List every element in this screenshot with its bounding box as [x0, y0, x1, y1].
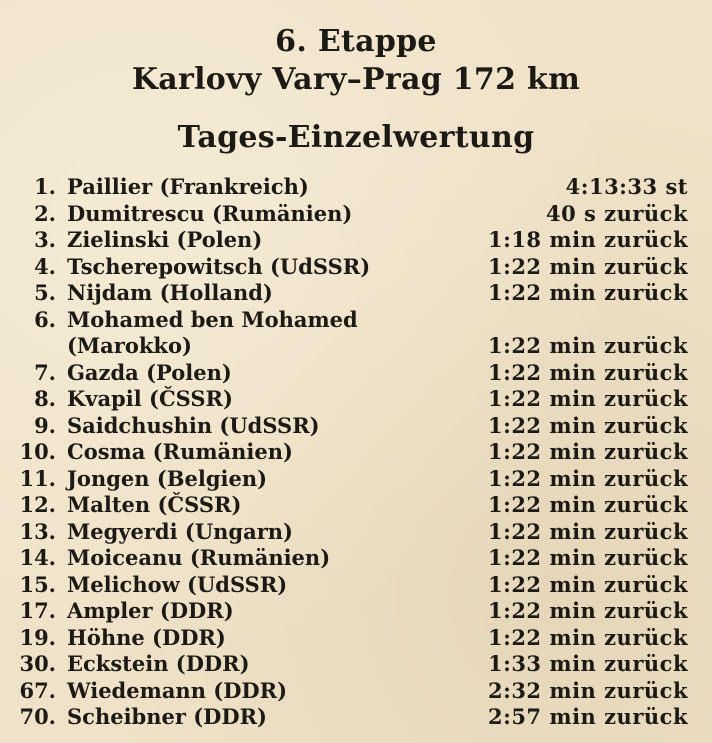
result-name: Malten (ČSSR) — [67, 492, 242, 517]
route-title: Karlovy Vary–Prag 172 km — [131, 62, 581, 97]
result-row — [0, 598, 712, 625]
result-row — [0, 307, 712, 334]
result-time: 1:22 min zurück — [487, 571, 688, 597]
result-row — [0, 545, 712, 572]
result-row — [0, 386, 712, 413]
result-name: Nijdam (Holland) — [67, 280, 273, 305]
result-name: Scheibner (DDR) — [67, 704, 267, 729]
result-rank: 7. — [34, 359, 56, 385]
result-name: Eckstein (DDR) — [67, 651, 250, 676]
result-time: 1:22 min zurück — [487, 439, 688, 464]
stage-title: 6. Etappe — [275, 24, 437, 59]
result-name: Moiceanu (Rumänien) — [67, 545, 331, 570]
result-rank: 4. — [34, 253, 56, 279]
result-time: 1:18 min zurück — [487, 227, 688, 252]
result-name: Saidchushin (UdSSR) — [67, 412, 320, 438]
result-time: 2:32 min zurück — [487, 677, 688, 703]
result-row — [0, 254, 712, 281]
result-time: 1:22 min zurück — [487, 624, 688, 650]
result-row — [0, 413, 712, 440]
result-time: 1:33 min zurück — [487, 651, 688, 676]
result-name: Kvapil (ČSSR) — [67, 386, 233, 411]
result-row — [0, 280, 712, 307]
result-name: Höhne (DDR) — [67, 624, 226, 650]
section-title: Tages-Einzelwertung — [177, 120, 535, 155]
result-time: 1:22 min zurück — [487, 465, 688, 491]
result-rank: 13. — [19, 518, 56, 544]
result-name: Zielinski (Polen) — [67, 227, 263, 252]
result-rank: 17. — [19, 598, 56, 623]
result-time: 1:22 min zurück — [487, 333, 688, 358]
result-rank: 19. — [19, 624, 56, 650]
result-rank: 8. — [34, 386, 56, 411]
result-name: Ampler (DDR) — [67, 598, 234, 623]
result-rank: 1. — [34, 174, 56, 199]
result-name-continuation: (Marokko) — [67, 333, 192, 358]
result-rank: 12. — [19, 492, 56, 517]
result-time: 1:22 min zurück — [487, 518, 688, 544]
result-row-continuation — [0, 333, 712, 360]
result-time: 1:22 min zurück — [487, 359, 688, 385]
result-time: 1:22 min zurück — [487, 386, 688, 411]
result-name: Megyerdi (Ungarn) — [67, 518, 293, 544]
result-rank: 70. — [19, 704, 56, 729]
result-row — [0, 704, 712, 731]
result-time: 1:22 min zurück — [487, 253, 688, 279]
result-row — [0, 360, 712, 387]
result-name: Dumitrescu (Rumänien) — [67, 200, 353, 226]
result-rank: 9. — [34, 412, 56, 438]
result-rank: 6. — [34, 306, 56, 332]
result-rank: 2. — [34, 200, 56, 226]
result-time: 1:22 min zurück — [487, 598, 688, 623]
result-name: Mohamed ben Mohamed — [67, 306, 358, 332]
result-row — [0, 678, 712, 705]
result-row — [0, 492, 712, 519]
result-rank: 14. — [19, 545, 56, 570]
result-name: Tscherepowitsch (UdSSR) — [67, 253, 371, 279]
result-time: 40 s zurück — [545, 200, 688, 226]
result-row — [0, 227, 712, 254]
result-name: Wiedemann (DDR) — [67, 677, 288, 703]
result-row — [0, 572, 712, 599]
result-rank: 30. — [19, 651, 56, 676]
result-rank: 15. — [19, 571, 56, 597]
result-rank: 11. — [19, 465, 56, 491]
result-time: 1:22 min zurück — [487, 280, 688, 305]
result-time: 1:22 min zurück — [487, 545, 688, 570]
result-time: 2:57 min zurück — [487, 704, 688, 729]
result-rank: 5. — [34, 280, 56, 305]
result-row — [0, 439, 712, 466]
result-row — [0, 201, 712, 228]
result-row — [0, 466, 712, 493]
result-row — [0, 625, 712, 652]
result-name: Paillier (Frankreich) — [67, 174, 309, 199]
result-name: Gazda (Polen) — [67, 359, 232, 385]
result-time: 1:22 min zurück — [487, 412, 688, 438]
result-row — [0, 519, 712, 546]
result-row — [0, 174, 712, 201]
result-name: Melichow (UdSSR) — [67, 571, 288, 597]
result-rank: 10. — [19, 439, 56, 464]
result-name: Cosma (Rumänien) — [67, 439, 293, 464]
result-row — [0, 651, 712, 678]
result-time: 4:13:33 st — [565, 174, 688, 199]
result-rank: 3. — [34, 227, 56, 252]
result-time: 1:22 min zurück — [487, 492, 688, 517]
result-name: Jongen (Belgien) — [67, 465, 268, 491]
result-rank: 67. — [19, 677, 56, 703]
results-list — [0, 174, 712, 734]
